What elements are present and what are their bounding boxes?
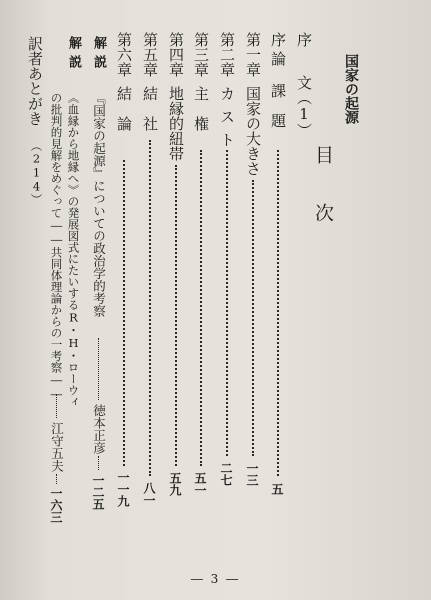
commentary2-title-line1: 《血縁から地縁へ》の発展図式にたいするR・H・ローウィ	[66, 92, 81, 408]
toc-ch2-part: 第二章	[218, 32, 236, 77]
toc-intro-leader	[277, 150, 279, 476]
toc-intro-title: 課 題	[269, 83, 287, 128]
toc-ch4-leader	[175, 165, 177, 466]
toc-ch1-title: 国家の大きさ	[244, 86, 262, 176]
toc-ch5-part: 第五章	[141, 32, 159, 77]
toc-preface-part: 序	[295, 32, 313, 53]
toc-ch6-title: 結 論	[115, 86, 133, 131]
commentary1-leader-b	[98, 456, 99, 470]
toc-ch6-leader	[123, 160, 125, 466]
toc-ch5-leader	[149, 140, 151, 476]
afterword-label: 訳者あとがき	[26, 36, 44, 126]
toc-ch5-page: 八一	[142, 482, 156, 506]
commentary2-leader-a	[56, 394, 57, 418]
toc-ch3-page: 五一	[193, 472, 207, 496]
toc-ch5-title: 結 社	[141, 86, 159, 131]
toc-ch2-leader	[226, 150, 228, 456]
commentary1-author: 徳本正彦	[91, 404, 107, 454]
toc-ch4-part: 第四章	[167, 32, 185, 77]
toc-intro-page: 五	[270, 483, 284, 495]
commentary2-page: 一六三	[49, 487, 63, 523]
toc-preface-title: 文（1）	[295, 75, 313, 138]
toc-intro-part: 序論	[269, 32, 287, 70]
toc-ch6-part: 第六章	[115, 32, 133, 77]
page-number: ― 3 ―	[190, 572, 241, 586]
toc-ch1-leader	[252, 180, 254, 456]
toc-heading: 目 次	[312, 145, 334, 232]
commentary2-title-line2: の批判的見解をめぐって――共同体理論からの一考察――	[49, 92, 64, 401]
commentary2-author: 江守五夫	[49, 422, 65, 472]
toc-ch2-page: 二七	[219, 462, 233, 486]
commentary2-leader-b	[56, 474, 57, 484]
book-title: 国家の起源	[343, 54, 359, 124]
toc-ch6-page: 一一九	[116, 471, 130, 507]
toc-ch4-title: 地縁的紐帯	[167, 86, 185, 161]
afterword-page: （214）	[29, 140, 44, 205]
commentary1-title: 『国家の起源』についての政治学的考察	[91, 92, 107, 317]
commentary1-label: 解説	[91, 36, 106, 74]
commentary2-label: 解説	[66, 36, 81, 74]
toc-ch3-leader	[200, 150, 202, 466]
toc-ch2-title: カスト	[218, 86, 236, 155]
toc-ch3-part: 第三章	[192, 32, 210, 77]
commentary1-page: 一二五	[91, 474, 105, 510]
commentary1-leader-a	[98, 338, 99, 400]
toc-ch1-part: 第一章	[244, 32, 262, 77]
toc-ch1-page: 一三	[245, 462, 259, 486]
toc-ch4-page: 五九	[168, 472, 182, 496]
toc-ch3-title: 主 権	[192, 86, 210, 131]
